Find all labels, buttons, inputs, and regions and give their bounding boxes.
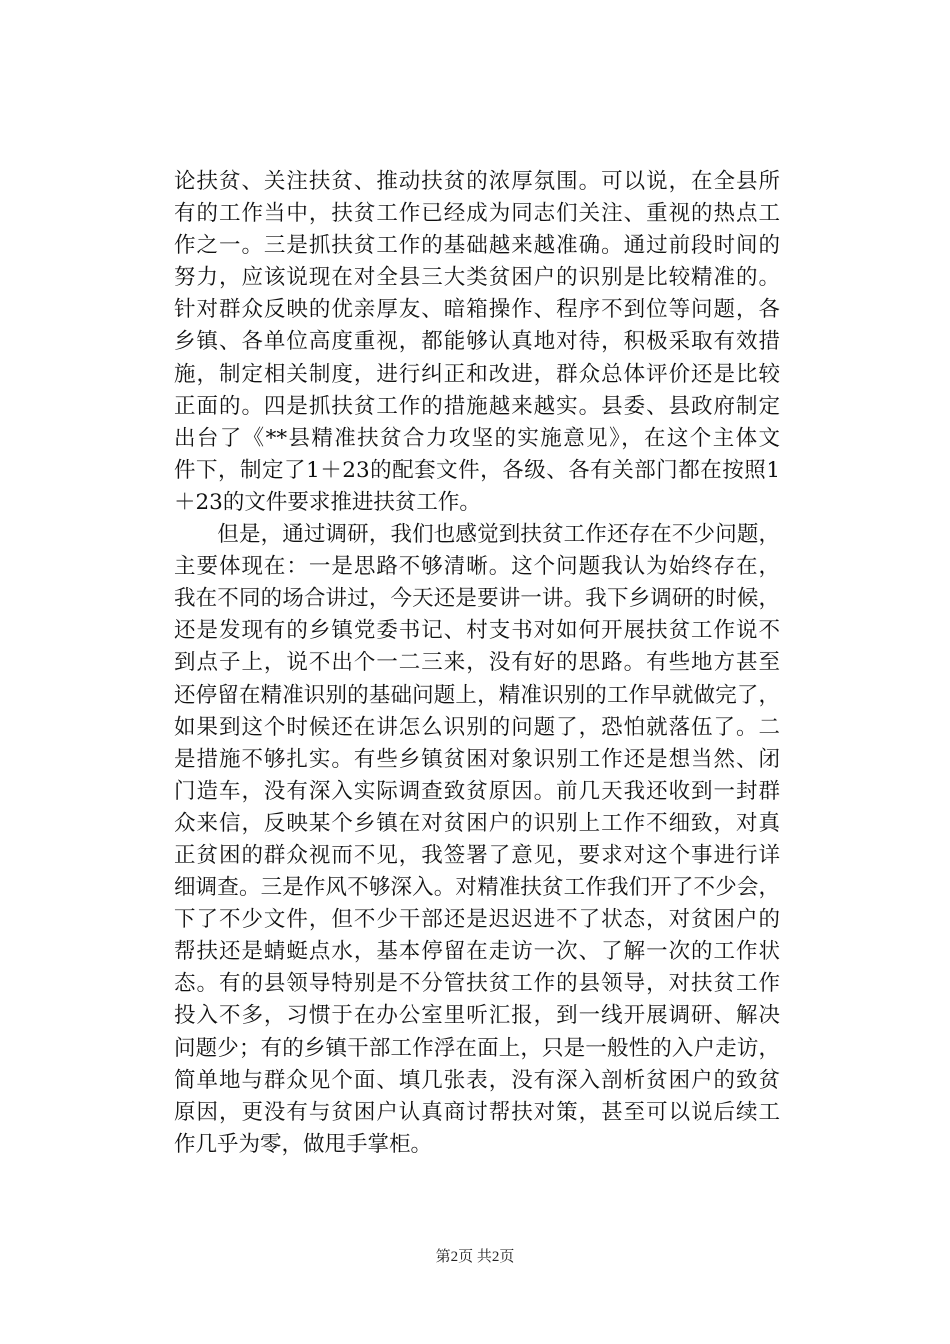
paragraph [174,519,780,1161]
text-line: 态。有的县领导特别是不分管扶贫工作的县领导，对扶贫工作 [174,971,780,997]
text-line: 下了不少文件，但不少干部还是迟迟进不了状态，对贫困户的 [174,907,780,933]
text-line: 针对群众反映的优亲厚友、暗箱操作、程序不到位等问题，各 [174,297,780,323]
text-line: 作几乎为零，做甩手掌柜。 [174,1131,433,1157]
text-line: 门造车，没有深入实际调查致贫原因。前几天我还收到一封群 [174,778,780,804]
text-line: 主要体现在：一是思路不够清晰。这个问题我认为始终存在， [174,554,780,580]
text-line: 还是发现有的乡镇党委书记、村支书对如何开展扶贫工作说不 [174,618,780,644]
text-line: 正面的。四是抓扶贫工作的措施越来越实。县委、县政府制定 [174,393,780,419]
body-text [174,166,780,1161]
text-line: ＋23的文件要求推进扶贫工作。 [174,489,481,515]
text-line: 施，制定相关制度，进行纠正和改进，群众总体评价还是比较 [174,361,780,387]
text-line: 作之一。三是抓扶贫工作的基础越来越准确。通过前段时间的 [174,233,780,259]
paragraph [174,166,780,519]
text-line: 但是，通过调研，我们也感觉到扶贫工作还存在不少问题， [174,522,780,548]
text-line: 是措施不够扎实。有些乡镇贫困对象识别工作还是想当然、闭 [174,746,780,772]
text-line: 件下，制定了1＋23的配套文件，各级、各有关部门都在按照1 [174,457,780,483]
text-line: 有的工作当中，扶贫工作已经成为同志们关注、重视的热点工 [174,201,780,227]
text-line: 帮扶还是蜻蜓点水，基本停留在走访一次、了解一次的工作状 [174,939,780,965]
page-number-footer: 第2页 共2页 [435,1249,515,1265]
text-line: 乡镇、各单位高度重视，都能够认真地对待，积极采取有效措 [174,329,780,355]
text-line: 我在不同的场合讲过，今天还是要讲一讲。我下乡调研的时候， [174,586,780,612]
text-line: 正贫困的群众视而不见，我签署了意见，要求对这个事进行详 [174,842,780,868]
text-line: 出台了《**县精准扶贫合力攻坚的实施意见》，在这个主体文 [174,425,780,451]
text-line: 到点子上，说不出个一二三来，没有好的思路。有些地方甚至 [174,650,780,676]
text-line: 简单地与群众见个面、填几张表，没有深入剖析贫困户的致贫 [174,1067,780,1093]
text-line: 论扶贫、关注扶贫、推动扶贫的浓厚氛围。可以说，在全县所 [174,169,780,194]
text-line: 问题少；有的乡镇干部工作浮在面上，只是一般性的入户走访， [174,1035,780,1061]
text-line: 还停留在精准识别的基础问题上，精准识别的工作早就做完了， [174,682,780,708]
text-line: 众来信，反映某个乡镇在对贫困户的识别上工作不细致，对真 [174,810,780,836]
text-line: 投入不多，习惯于在办公室里听汇报，到一线开展调研、解决 [174,1003,780,1029]
text-line: 原因，更没有与贫困户认真商讨帮扶对策，甚至可以说后续工 [174,1099,780,1125]
text-line: 如果到这个时候还在讲怎么识别的问题了，恐怕就落伍了。二 [174,714,780,740]
text-line: 细调查。三是作风不够深入。对精准扶贫工作我们开了不少会， [174,875,780,901]
text-line: 努力，应该说现在对全县三大类贫困户的识别是比较精准的。 [174,265,780,291]
